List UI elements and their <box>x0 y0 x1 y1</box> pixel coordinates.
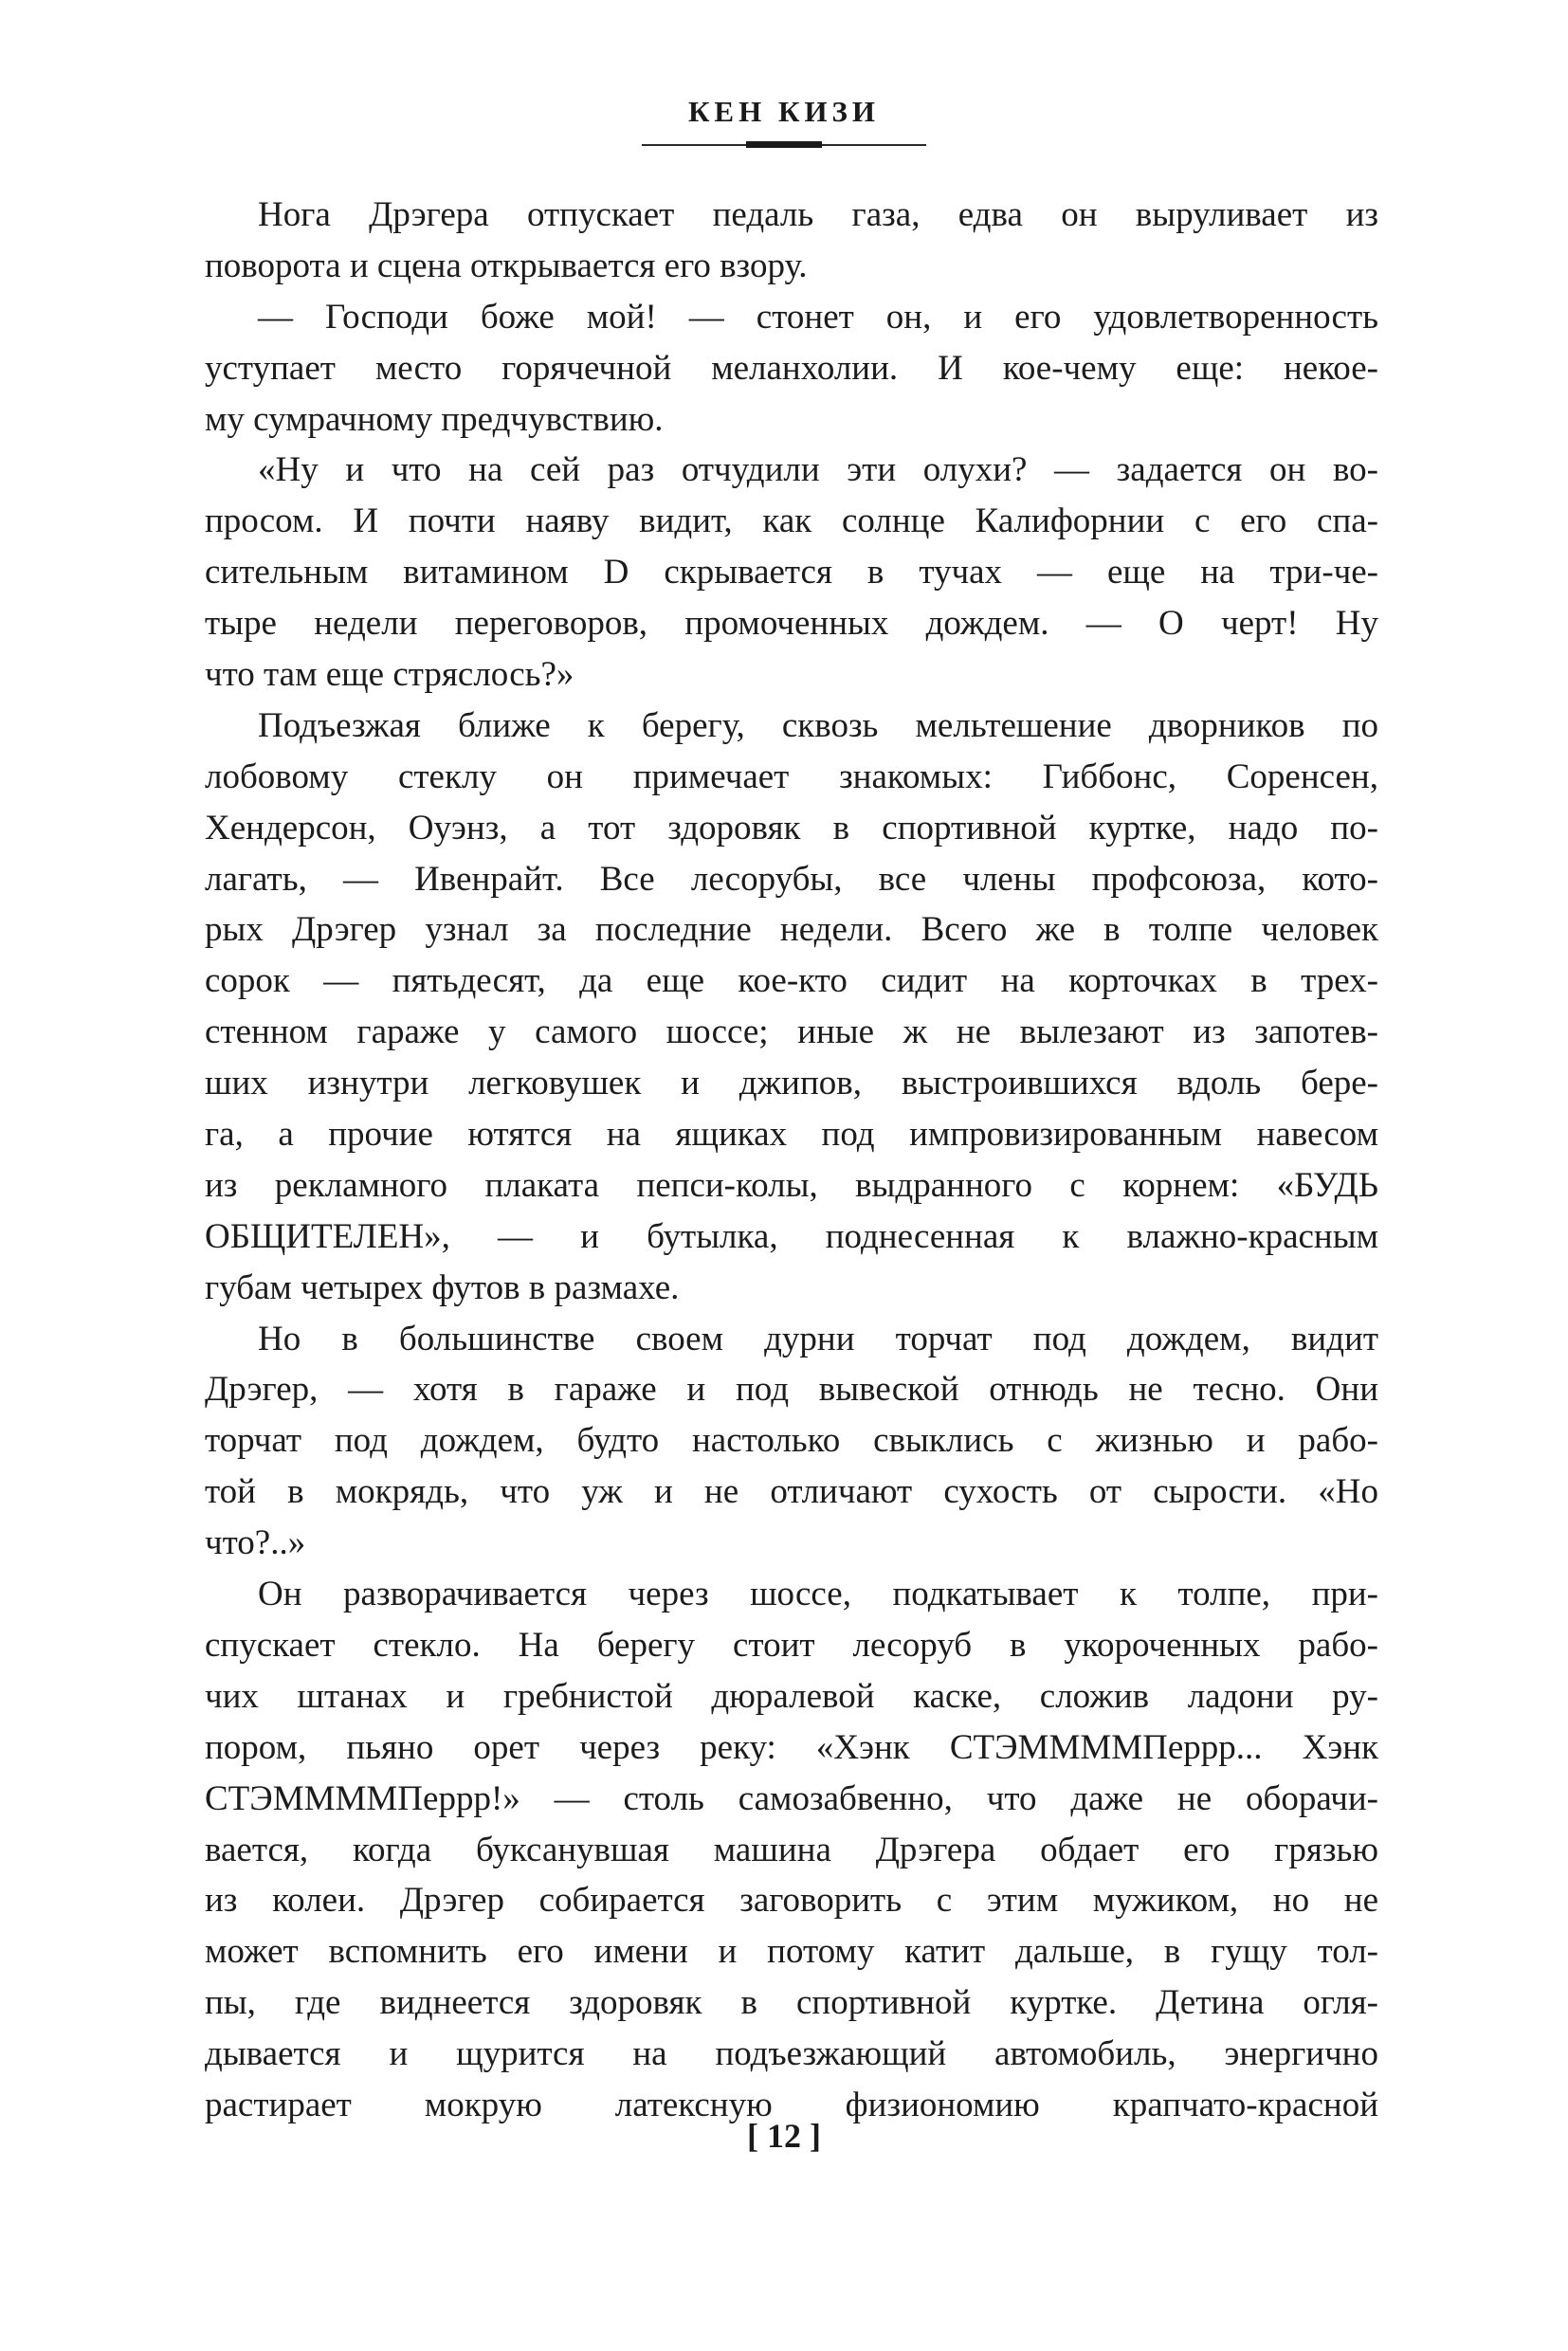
text-line: спускает стекло. На берегу стоит лесоруб в укороченных рабо- <box>205 1625 1378 1665</box>
text-line: Он разворачивается через шоссе, подкатывает к толпе, при- <box>258 1575 1378 1614</box>
text-line: Хендерсон, Оуэнз, а тот здоровяк в спортивной куртке, надо по- <box>205 808 1378 847</box>
page-number: [ 12 ] <box>747 2117 821 2155</box>
text-line: чих штанах и гребнистой дюралевой каске, сложив ладони ру- <box>205 1676 1378 1716</box>
page-header <box>0 93 1568 146</box>
text-line: СТЭММММПеррр!» — столь самозабвенно, что даже не оборачи- <box>205 1778 1378 1818</box>
text-line: «Ну и что на сей раз отчудили эти олухи? — задается он во- <box>258 450 1378 490</box>
text-line: уступает место горячечной меланхолии. И кое-чему еще: некое- <box>205 348 1378 388</box>
body-text <box>205 190 1378 2131</box>
text-line: рых Дрэгер узнал за последние недели. Всего же в толпе человек <box>205 910 1378 950</box>
text-line: дывается и щурится на подъезжающий автомобиль, энергично <box>205 2034 1378 2074</box>
text-line: той в мокрядь, что уж и не отличают сухость от сырости. «Но <box>205 1472 1378 1512</box>
text-line: губам четырех футов в размахе. <box>205 1267 680 1307</box>
text-line: ОБЩИТЕЛЕН», — и бутылка, поднесенная к влажно-красным <box>205 1216 1378 1256</box>
text-line: поворота и сцена открывается его взору. <box>205 246 808 285</box>
text-line: тыре недели переговоров, промоченных дождем. — О черт! Ну <box>205 604 1378 644</box>
text-line: стенном гараже у самого шоссе; иные ж не вылезают из запотев- <box>205 1012 1378 1052</box>
text-line: сительным витамином D скрывается в тучах — еще на три-че- <box>205 553 1378 592</box>
text-line: га, а прочие ютятся на ящиках под импровизированным навесом <box>205 1115 1378 1155</box>
text-line: Нога Дрэгера отпускает педаль газа, едва он выруливает из <box>258 195 1378 234</box>
running-head-author: КЕН КИЗИ <box>687 95 881 128</box>
text-line: Подъезжая ближе к берегу, сквозь мельтешение дворников по <box>258 705 1378 745</box>
text-line: лобовому стеклу он примечает знакомых: Гиббонс, Соренсен, <box>205 756 1378 796</box>
text-line: что там еще стряслось?» <box>205 655 574 695</box>
text-line: просом. И почти наяву видит, как солнце Калифорнии с его спа- <box>205 501 1378 541</box>
text-line: Но в большинстве своем дурни торчат под дождем, видит <box>258 1319 1378 1358</box>
text-line: Дрэгер, — хотя в гараже и под вывеской отнюдь не тесно. Они <box>205 1370 1378 1410</box>
text-line: из колеи. Дрэгер собирается заговорить с этим мужиком, но не <box>205 1881 1378 1921</box>
text-line: ших изнутри легковушек и джипов, выстроившихся вдоль бере- <box>205 1064 1378 1103</box>
text-line: лагать, — Ивенрайт. Все лесорубы, все члены профсоюза, кото- <box>205 859 1378 899</box>
header-rule-divider <box>642 144 926 146</box>
text-line: что?..» <box>205 1523 306 1563</box>
text-line: — Господи боже мой! — стонет он, и его удовлетворенность <box>258 297 1378 337</box>
text-line: из рекламного плаката пепси-колы, выдранного с корнем: «БУДЬ <box>205 1165 1378 1205</box>
text-line: пы, где виднеется здоровяк в спортивной куртке. Детина огля- <box>205 1983 1378 2023</box>
text-line: может вспомнить его имени и потому катит дальше, в гущу тол- <box>205 1932 1378 1972</box>
text-line: пором, пьяно орет через реку: «Хэнк СТЭММММПеррр... Хэнк <box>205 1727 1378 1767</box>
text-line: вается, когда буксанувшая машина Дрэгера обдает его грязью <box>205 1830 1378 1869</box>
text-line: му сумрачному предчувствию. <box>205 399 664 439</box>
text-line: сорок — пятьдесят, да еще кое-кто сидит на корточках в трех- <box>205 961 1378 1001</box>
text-line: растирает мокрую латексную физиономию крапчато-красной <box>205 2085 1378 2124</box>
text-line: торчат под дождем, будто настолько свыклись с жизнью и рабо- <box>205 1421 1378 1461</box>
